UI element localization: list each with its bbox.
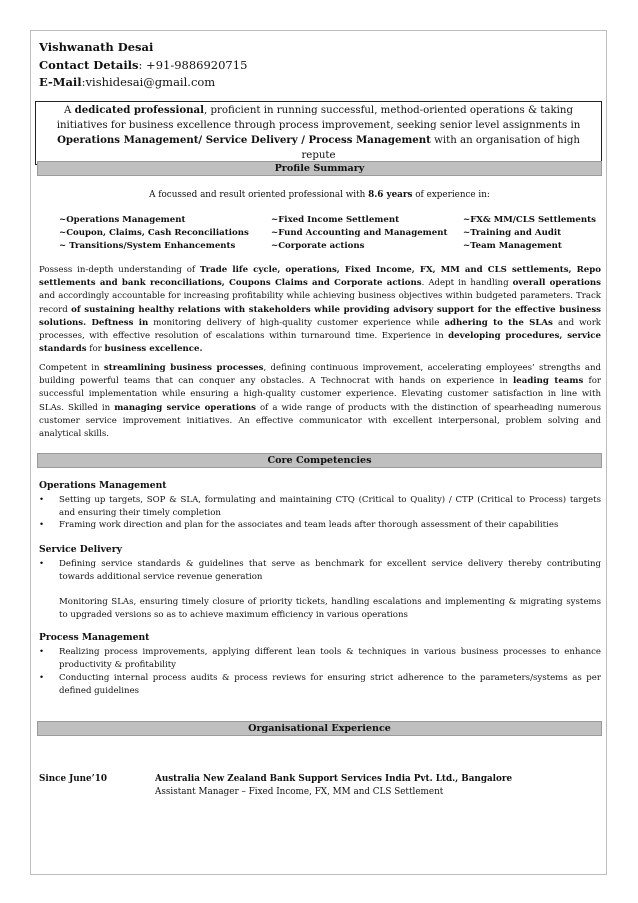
objective-text-3: with an organisation of high repute <box>301 135 580 161</box>
employment-since: Since June’10 <box>39 774 107 784</box>
para1-seg: for <box>86 344 105 355</box>
para2-seg: , defining continuous improvement, accelerating employees’ strengths and building powerful teams that can conquer any obstacles. A Technocrat with hands on experience in <box>39 363 601 387</box>
objective-text-1: A <box>64 105 75 116</box>
para2-seg: Competent in <box>39 363 104 373</box>
para1-seg: of sustaining healthy relations with stakeholders while providing advisory support for the effective business solutions. Deftness in <box>39 304 601 328</box>
para1-seg: business excellence. <box>104 344 203 355</box>
objective-bold-2: Operations Management/ Service Delivery / Process Management <box>57 134 431 146</box>
para1-seg: and accordingly accountable for increasing profitability while achieving business objectives within budgeted parameters. Track record <box>39 291 601 315</box>
profile-summary-heading: Profile Summary <box>37 161 602 176</box>
email-label: E-Mail <box>39 75 82 89</box>
company-name: Australia New Zealand Bank Support Services India Pvt. Ltd., Bangalore <box>155 774 513 784</box>
list-item-text: Setting up targets, SOP & SLA, formulating and maintaining CTQ (Critical to Quality) / CTP (Critical to Process) targets and ensuring their timely completion <box>59 495 601 518</box>
skill-item: ~Coupon, Claims, Cash Reconciliations <box>59 228 249 238</box>
operations-management-heading: Operations Management <box>39 480 167 491</box>
contact-header <box>39 39 247 92</box>
skill-item: ~Operations Management <box>59 215 186 225</box>
profile-paragraph-2 <box>39 362 601 441</box>
list-item-text: Defining service standards & guidelines that serve as benchmark for excellent service delivery thereby contributing towards additional service revenue generation <box>59 559 601 582</box>
para2-seg: of a wide range of products with the distinction of spearheading numerous customer service improvement initiatives. An effective communicator with excellent interpersonal, problem solving and analytical skills. <box>39 402 601 440</box>
contact-label: Contact Details <box>39 57 139 72</box>
core-competencies-heading: Core Competencies <box>37 453 602 468</box>
profile-intro <box>31 190 608 200</box>
para1-seg: developing procedures, service standards <box>39 331 601 355</box>
objective-text-2: , proficient in running successful, method-oriented operations & taking initiatives for business excellence through process improvement, seeking senior level assignments in <box>56 105 581 131</box>
organisational-experience-heading: Organisational Experience <box>37 721 602 736</box>
para1-seg: monitoring delivery of high-quality customer experience while <box>148 317 445 328</box>
skill-item: ~Fund Accounting and Management <box>271 228 448 238</box>
list-item-text: Realizing process improvements, applying different lean tools & techniques in various business processes to enhance productivity & profitability <box>59 647 601 670</box>
para1-seg: Trade life cycle, operations, Fixed Income, FX, MM and CLS settlements, Repo settlements and bank reconciliations, Coupons Claims and Corporate actions <box>39 265 601 289</box>
intro-text: A focussed and result oriented professional with <box>149 190 369 200</box>
skill-item: ~Fixed Income Settlement <box>271 215 400 225</box>
para1-seg: and work processes, with effective resolution of escalations within turnaround time. Experience in <box>39 317 602 342</box>
skill-item: ~Training and Audit <box>463 228 562 238</box>
list-item <box>39 519 601 532</box>
job-role: Assistant Manager – Fixed Income, FX, MM and CLS Settlement <box>155 787 444 797</box>
para1-seg: . Adept in handling <box>421 278 513 289</box>
list-item <box>39 646 601 671</box>
list-item <box>39 672 601 697</box>
skill-item: ~Corporate actions <box>271 241 365 251</box>
para1-seg: Possess in-depth understanding of <box>39 265 200 275</box>
service-delivery-subtext: Monitoring SLAs, ensuring timely closure of priority tickets, handling escalations and implementing & migrating systems to upgraded versions so as to achieve maximum efficiency in various operations <box>59 597 601 620</box>
para2-seg: managing service operations <box>114 402 256 413</box>
contact-phone: : +91-9886920715 <box>138 57 248 72</box>
para2-seg: for successful implementation while ensuring a high-quality customer experience. Elevating customer satisfaction in line with SLAs. Skilled in <box>39 376 601 413</box>
skill-item: ~ Transitions/System Enhancements <box>59 241 236 251</box>
list-item <box>39 558 601 583</box>
email-address: :vishidesai@gmail.com <box>81 75 216 89</box>
para1-seg: adhering to the SLAs <box>444 317 553 328</box>
list-item <box>39 494 601 519</box>
para2-seg: leading teams <box>513 376 584 387</box>
bullet-icon: • <box>39 647 45 657</box>
bullet-icon: • <box>39 495 45 505</box>
process-management-heading: Process Management <box>39 632 150 643</box>
candidate-name: Vishwanath Desai <box>39 40 154 54</box>
bullet-icon: • <box>39 559 45 569</box>
intro-text-end: of experience in: <box>412 190 490 200</box>
bullet-icon: • <box>39 520 45 530</box>
objective-box <box>35 101 602 165</box>
profile-paragraph-1 <box>39 264 601 356</box>
objective-bold-1: dedicated professional <box>74 104 205 116</box>
resume-page <box>30 30 607 875</box>
years-experience: 8.6 years <box>368 190 413 200</box>
list-item-text: Conducting internal process audits & process reviews for ensuring strict adherence to the parameters/systems as per defined guidelines <box>59 673 601 696</box>
para1-seg: overall operations <box>512 278 601 289</box>
bullet-icon: • <box>39 673 45 683</box>
skill-item: ~FX& MM/CLS Settlements <box>463 215 596 225</box>
service-delivery-heading: Service Delivery <box>39 544 122 555</box>
para2-seg: streamlining business processes <box>103 363 264 373</box>
list-item-text: Framing work direction and plan for the associates and team leads after thorough assessment of their capabilities <box>59 520 559 530</box>
skill-item: ~Team Management <box>463 241 562 251</box>
